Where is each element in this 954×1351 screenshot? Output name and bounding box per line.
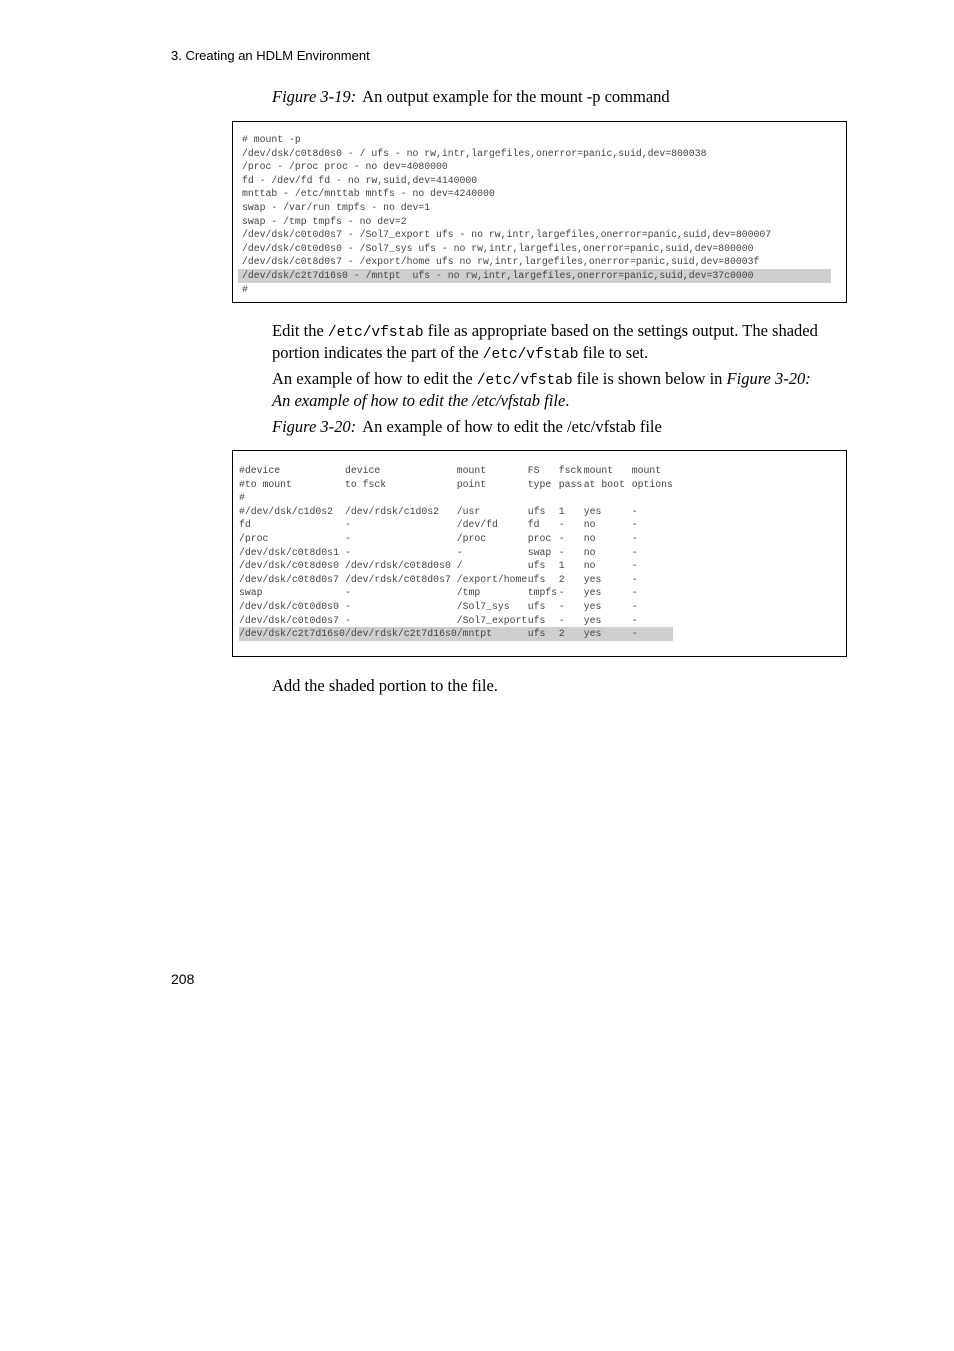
table-cell: /dev/fd (456, 519, 498, 531)
table-row (239, 546, 673, 560)
table-row (239, 573, 673, 587)
table-cell: 2 (558, 573, 565, 585)
table-cell: 1 (558, 560, 565, 572)
code-line: fd - /dev/fd fd - no rw,suid,dev=4140000 (242, 174, 478, 186)
code-path: /etc/vfstab (482, 347, 579, 363)
table-cell: /dev/rdsk/c0t8d0s0 (345, 560, 451, 572)
table-cell: tmpfs (527, 587, 558, 599)
table-cell: - (631, 519, 638, 531)
table-cell: /proc (456, 532, 487, 544)
table-cell: at boot (583, 478, 625, 490)
code-path: /etc/vfstab (327, 325, 424, 341)
table-cell: options (631, 478, 673, 490)
table-cell: - (631, 560, 638, 572)
table-cell: FS (527, 465, 540, 476)
table-cell (528, 491, 559, 505)
running-header: 3. Creating an HDLM Environment (171, 48, 370, 63)
table-cell: /export/home (456, 573, 528, 585)
code-line: swap - /tmp tmpfs - no dev=2 (242, 215, 407, 227)
table-cell: /Sol7_export (456, 614, 528, 626)
table-cell: - (558, 587, 565, 599)
table-cell: ufs (527, 505, 546, 517)
table-cell: proc (527, 532, 552, 544)
table-cell: ufs (527, 573, 546, 585)
code-line: # mount -p (242, 134, 301, 145)
table-cell: /dev/dsk/c2t7d16s0 (239, 628, 345, 640)
code-line: /dev/dsk/c0t8d0s0 - / ufs - no rw,intr,largefiles,onerror=panic,suid,dev=800038 (242, 147, 707, 159)
code-line: # (242, 283, 248, 295)
vfstab-example-box (232, 450, 847, 657)
shaded-table-row (239, 627, 673, 641)
table-cell: yes (584, 627, 632, 641)
code-line: mnttab - /etc/mnttab mntfs - no dev=4240000 (242, 188, 495, 200)
table-cell: no (583, 519, 596, 531)
table-cell: - (632, 627, 673, 641)
table-cell: fd (527, 519, 540, 531)
table-cell: yes (583, 587, 602, 599)
table-cell: - (631, 505, 638, 517)
table-cell: ufs (527, 614, 546, 626)
table-row (239, 478, 673, 492)
shaded-code-line: /dev/dsk/c2t7d16s0 - /mntpt ufs - no rw,intr,largefiles,onerror=panic,suid,dev=37c0000 (238, 269, 831, 283)
table-cell: #to mount (239, 478, 292, 490)
table-cell: 1 (558, 505, 565, 517)
table-cell: #/dev/dsk/c1d0s2 (239, 505, 334, 517)
table-cell: mount (631, 465, 662, 476)
table-cell: - (631, 587, 638, 599)
table-cell: /dev/rdsk/c1d0s2 (345, 505, 440, 517)
table-row (239, 505, 673, 519)
table-cell: - (345, 532, 351, 544)
table-cell: no (583, 560, 596, 572)
table-cell: /dev/dsk/c0t8d0s0 (239, 560, 339, 572)
table-cell: type (527, 478, 552, 490)
table-cell: - (345, 600, 351, 612)
table-row (239, 532, 673, 546)
table-cell: /mntpt (457, 627, 528, 641)
figure-label: Figure 3-20: (272, 417, 357, 436)
figure-label: Figure 3-19: (272, 87, 357, 106)
table-cell: no (583, 546, 596, 558)
table-cell: /proc (239, 532, 269, 544)
page-number: 208 (171, 971, 195, 987)
table-cell: yes (583, 614, 602, 626)
code-line: /proc - /proc proc - no dev=4080000 (242, 161, 448, 173)
figure-3-20-caption (272, 417, 662, 437)
table-cell (584, 491, 632, 505)
table-cell: ufs (527, 600, 546, 612)
table-row (239, 559, 673, 573)
figure-reference: Figure 3-20: An example of how to edit the /etc/vfstab file (272, 369, 811, 410)
table-cell: 2 (559, 627, 584, 641)
table-cell: to fsck (345, 478, 387, 490)
table-cell: - (631, 532, 638, 544)
table-cell: pass (558, 478, 583, 490)
table-cell: /dev/rdsk/c2t7d16s0 (345, 628, 457, 640)
table-row (239, 491, 673, 505)
table-cell: /dev/dsk/c0t0d0s7 (239, 614, 339, 626)
vfstab-table (239, 464, 673, 641)
table-cell: # (239, 492, 245, 504)
table-cell: - (345, 614, 351, 626)
table-cell: - (558, 532, 565, 544)
mount-output-box (232, 121, 847, 303)
table-cell: /dev/dsk/c0t8d0s7 (239, 573, 339, 585)
table-cell: no (583, 532, 596, 544)
table-cell: point (456, 478, 487, 490)
table-cell: device (345, 465, 381, 476)
table-cell: - (631, 614, 638, 626)
table-cell: /tmp (456, 587, 481, 599)
table-cell: - (558, 600, 565, 612)
table-cell (345, 491, 457, 505)
table-cell: #device (239, 465, 281, 476)
table-cell: yes (583, 505, 602, 517)
code-line: /dev/dsk/c0t0d0s0 - /Sol7_sys ufs - no rw,intr,largefiles,onerror=panic,suid,dev=800000 (242, 242, 754, 254)
paragraph-add-shaded: Add the shaded portion to the file. (272, 676, 498, 695)
code-line: /dev/dsk/c0t8d0s7 - /export/home ufs no rw,intr,largefiles,onerror=panic,suid,dev=80003f (242, 256, 760, 268)
table-row (239, 614, 673, 628)
table-cell: - (558, 546, 565, 558)
table-cell (457, 491, 528, 505)
table-cell: - (345, 546, 351, 558)
table-cell: mount (583, 465, 614, 476)
paragraph-edit-vfstab: Edit the /etc/vfstab file as appropriate based on the settings output. The shaded portion indicates the part of the /etc/vfstab file to set. (272, 321, 818, 363)
code-line: swap - /var/run tmpfs - no dev=1 (242, 201, 431, 213)
table-row (239, 518, 673, 532)
figure-title: An example of how to edit the /etc/vfstab file (362, 417, 662, 436)
table-cell: - (345, 587, 351, 599)
table-cell: yes (583, 600, 602, 612)
table-cell: /dev/dsk/c0t8d0s1 (239, 546, 339, 558)
table-cell: - (631, 546, 638, 558)
table-cell: - (631, 573, 638, 585)
table-row (239, 464, 673, 478)
table-cell: ufs (527, 560, 546, 572)
table-cell: /dev/rdsk/c0t8d0s7 (345, 573, 451, 585)
table-cell: - (558, 614, 565, 626)
table-cell: mount (456, 465, 487, 476)
table-row (239, 600, 673, 614)
code-line: /dev/dsk/c0t0d0s7 - /Sol7_export ufs - no rw,intr,largefiles,onerror=panic,suid,dev=800007 (242, 229, 772, 241)
table-cell: yes (583, 573, 602, 585)
table-cell: - (456, 546, 463, 558)
table-cell (559, 491, 584, 505)
table-cell (632, 491, 673, 505)
table-cell: /dev/dsk/c0t0d0s0 (239, 600, 339, 612)
table-cell: fd (239, 519, 251, 531)
table-cell: / (456, 560, 463, 572)
table-cell: swap (239, 587, 263, 599)
table-cell: - (345, 519, 351, 531)
code-path: /etc/vfstab (476, 373, 573, 389)
table-cell: /usr (456, 505, 481, 517)
table-cell: /Sol7_sys (456, 600, 510, 612)
table-cell: fsck (558, 465, 583, 476)
table-cell: ufs (528, 627, 559, 641)
table-cell: - (631, 600, 638, 612)
table-cell: - (558, 519, 565, 531)
table-row (239, 586, 673, 600)
paragraph-example: An example of how to edit the /etc/vfstab file is shown below in Figure 3-20: An example of how to edit the /etc/vfstab file. (272, 369, 811, 410)
table-cell: swap (527, 546, 552, 558)
figure-3-19-caption (272, 87, 670, 107)
figure-title: An output example for the mount -p command (362, 87, 670, 106)
